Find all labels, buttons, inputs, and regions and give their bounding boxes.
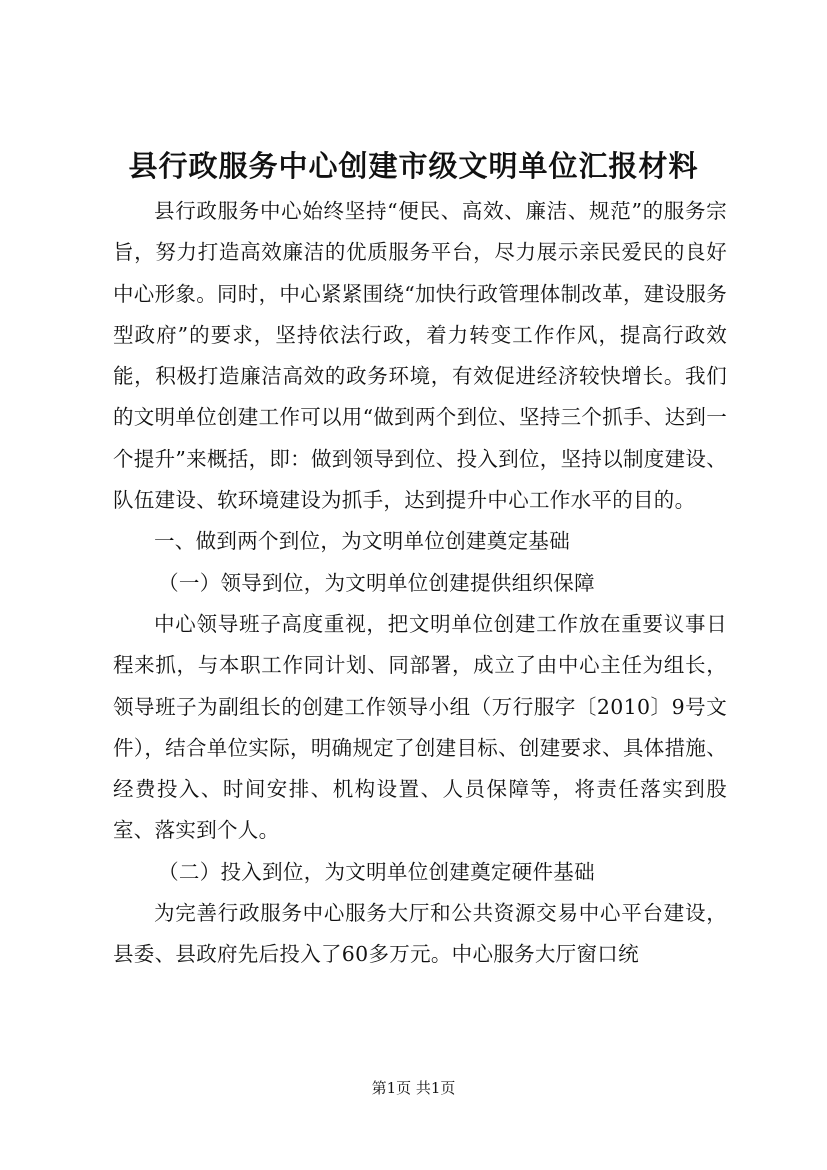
subsection-heading-1: （一）领导到位，为文明单位创建提供组织保障 (158, 570, 595, 595)
subsection-2-paragraph: 为完善行政服务中心服务大厅和公共资源交易中心平台建设，县委、县政府先后投入了60多万元。中心服务大厅窗口统 (113, 901, 727, 967)
document-title: 县行政服务中心创建市级文明单位汇报材料 (128, 149, 699, 183)
subsection-heading-2: （二）投入到位，为文明单位创建奠定硬件基础 (158, 859, 595, 884)
page-number-footer: 第1页 共1页 (371, 1079, 456, 1097)
subsection-1-paragraph: 中心领导班子高度重视，把文明单位创建工作放在重要议事日程来抓，与本职工作同计划、同部署，成立了由中心主任为组长，领导班子为副组长的创建工作领导小组（万行服字〔2010〕9号文件），结合单位实际，明确规定了创建目标、创建要求、具体措施、经费投入、时间安排、机构设置、人员保障等，将责任落实到股室、落实到个人。 (113, 611, 727, 843)
document-body (113, 191, 727, 976)
intro-paragraph: 县行政服务中心始终坚持“便民、高效、廉洁、规范”的服务宗旨，努力打造高效廉洁的优质服务平台，尽力展示亲民爱民的良好中心形象。同时，中心紧紧围绕“加快行政管理体制改革，建设服务型政府”的要求，坚持依法行政，着力转变工作作风，提高行政效能，积极打造廉洁高效的政务环境，有效促进经济较快增长。我们的文明单位创建工作可以用“做到两个到位、坚持三个抓手、达到一个提升”来概括，即：做到领导到位、投入到位，坚持以制度建设、队伍建设、软环境建设为抓手，达到提升中心工作水平的目的。 (113, 199, 727, 513)
section-heading-1: 一、做到两个到位，为文明单位创建奠定基础 (154, 529, 570, 554)
